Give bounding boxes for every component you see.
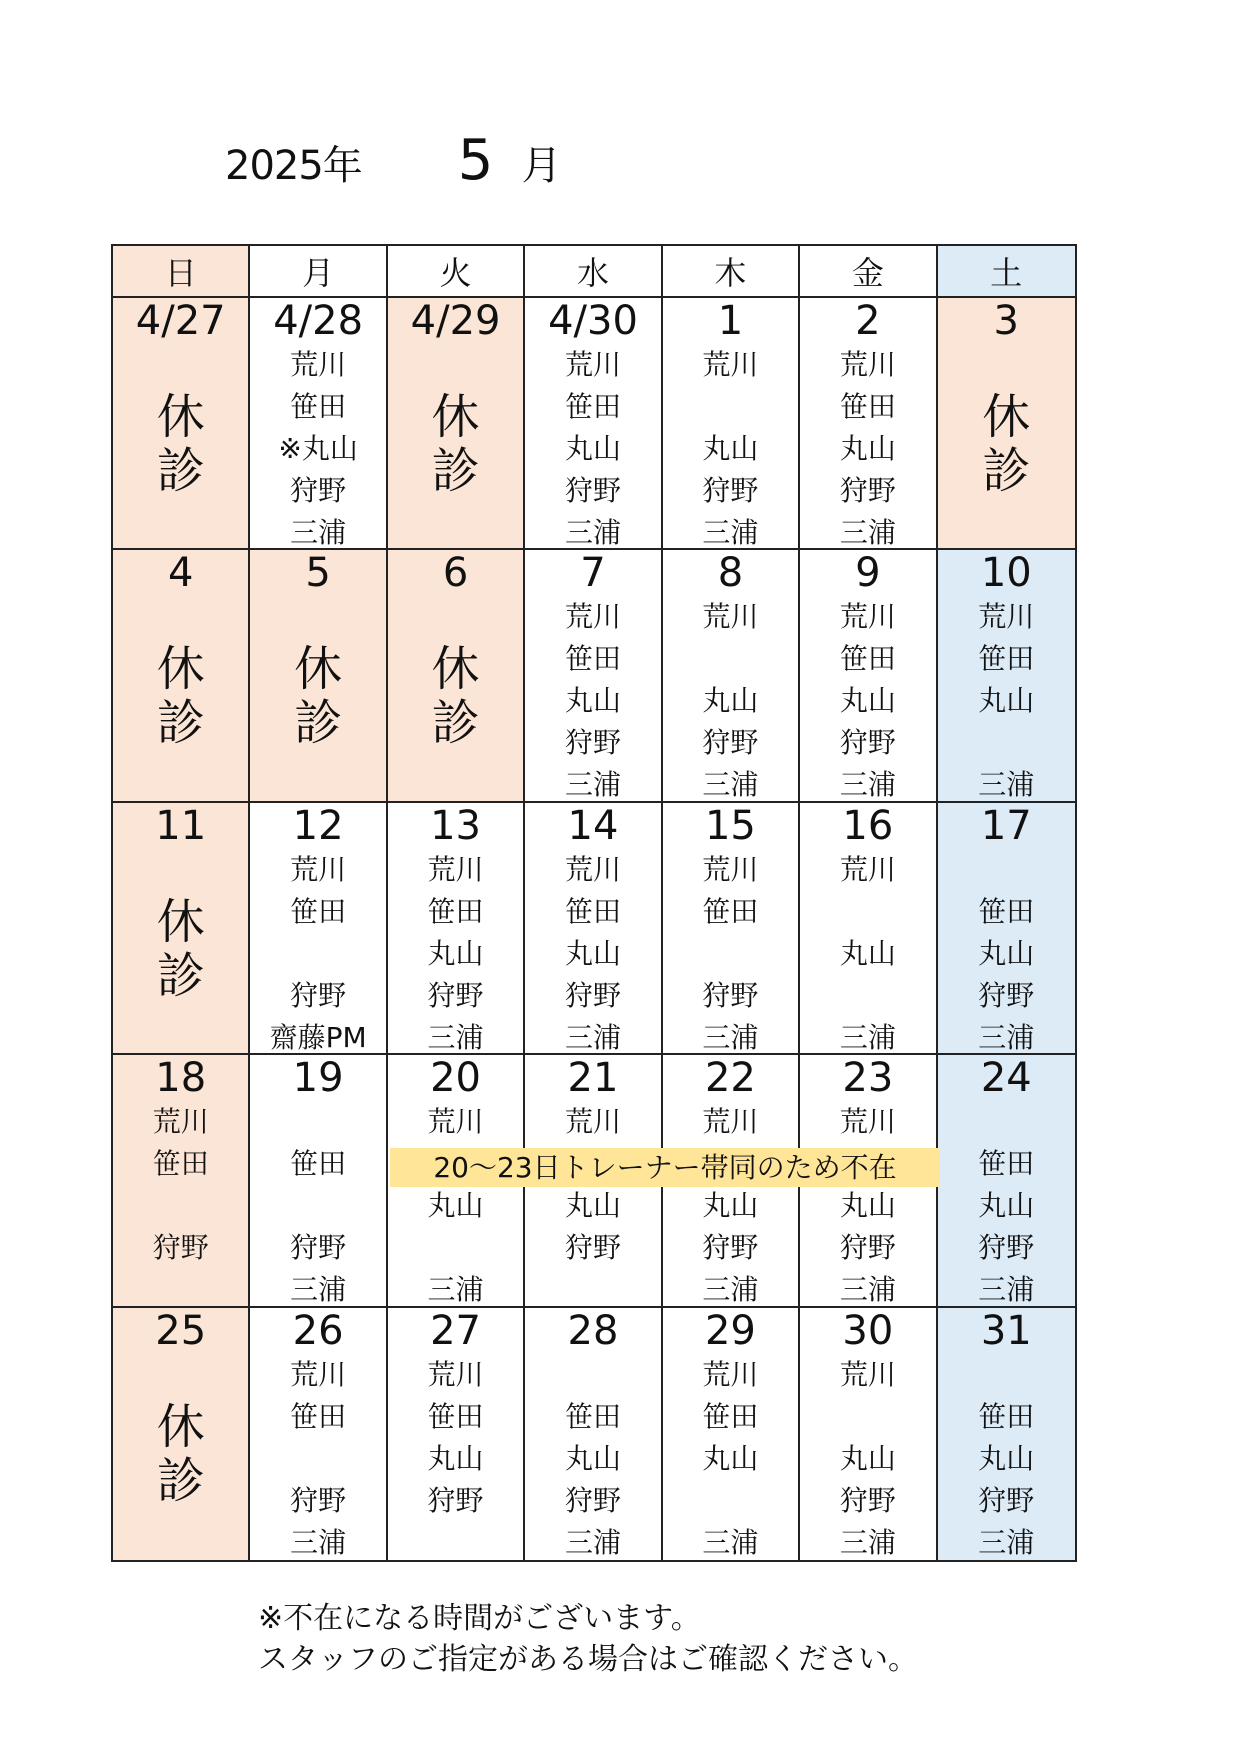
day-cell [938, 803, 1075, 1055]
staff-name: 三浦 [839, 1525, 896, 1559]
day-date: 9 [855, 550, 881, 597]
staff-name: 荒川 [152, 1105, 209, 1139]
day-cell [525, 803, 662, 1055]
staff-name: 狩野 [702, 1231, 759, 1265]
day-date: 18 [155, 1055, 207, 1102]
staff-name: 荒川 [839, 852, 896, 886]
day-date: 20 [430, 1055, 482, 1102]
staff-name: 丸山 [839, 684, 896, 718]
footnote-line-1: ※不在になる時間がございます。 [258, 1601, 701, 1636]
staff-name: 狩野 [290, 474, 347, 507]
day-cell [663, 550, 800, 802]
day-date: 15 [704, 802, 756, 849]
closed-char: 診 [431, 695, 480, 752]
staff-name: 狩野 [839, 1231, 896, 1265]
day-date: 24 [980, 1055, 1032, 1102]
staff-name: 笹田 [978, 1399, 1035, 1433]
closed-char: 休 [431, 389, 480, 445]
weekday-header-tue: 火 [388, 246, 525, 298]
staff-name: 三浦 [564, 1525, 621, 1559]
weekday-header-thu: 木 [663, 246, 800, 298]
staff-name: 狩野 [839, 1483, 896, 1517]
staff-name: 狩野 [564, 1231, 621, 1265]
staff-name: 笹田 [839, 642, 896, 676]
calendar-grid [113, 246, 1075, 1560]
day-cell [113, 1308, 250, 1560]
day-date: 6 [442, 550, 469, 597]
day-date: 4 [167, 550, 194, 597]
closed-char: 診 [156, 443, 205, 499]
staff-name: 狩野 [702, 978, 759, 1012]
staff-name: 狩野 [290, 978, 347, 1012]
day-cell [938, 1055, 1075, 1307]
closed-label [113, 390, 248, 498]
closed-char: 休 [156, 641, 205, 698]
footnote-line-2: スタッフのご指定がある場合はご確認ください。 [258, 1642, 918, 1677]
staff-name: 狩野 [290, 1231, 347, 1265]
staff-name: 狩野 [839, 726, 896, 760]
staff-name: 三浦 [564, 516, 621, 549]
closed-char: 休 [156, 1398, 205, 1455]
title-month-unit: 月 [521, 143, 562, 189]
staff-name: 荒川 [702, 1357, 759, 1391]
closed-char: 休 [156, 893, 205, 950]
staff-name: 丸山 [702, 1189, 759, 1223]
staff-name: 狩野 [152, 1231, 209, 1265]
staff-name: 丸山 [427, 936, 484, 970]
staff-name: 笹田 [564, 390, 621, 423]
weekday-header-mon: 月 [250, 246, 387, 298]
staff-name: 笹田 [978, 1147, 1035, 1181]
staff-name: 丸山 [427, 1189, 484, 1223]
day-cell [250, 1055, 387, 1307]
weekday-header-wed: 水 [525, 246, 662, 298]
day-date: 31 [980, 1307, 1032, 1354]
staff-name: 荒川 [427, 1357, 484, 1391]
staff-name: 齋藤PM [269, 1020, 367, 1054]
day-date: 10 [980, 550, 1032, 597]
staff-name: 狩野 [702, 474, 759, 507]
day-cell [388, 298, 525, 550]
day-date: 2 [855, 298, 881, 344]
day-date: 3 [993, 298, 1019, 344]
day-cell [800, 550, 937, 802]
closed-char: 休 [431, 641, 480, 698]
day-date: 12 [292, 802, 344, 849]
staff-name: 荒川 [702, 348, 759, 381]
staff-name: 笹田 [564, 1399, 621, 1433]
day-date: 4/28 [273, 298, 364, 344]
staff-name: 荒川 [290, 1357, 347, 1391]
staff-name: 狩野 [978, 978, 1035, 1012]
staff-name: 三浦 [702, 1020, 759, 1054]
staff-name: 笹田 [290, 894, 347, 928]
day-date: 4/30 [548, 298, 638, 344]
day-cell [113, 803, 250, 1055]
closed-char: 休 [156, 389, 205, 445]
staff-name: 丸山 [702, 432, 759, 465]
day-cell [800, 1308, 937, 1560]
staff-name: 三浦 [839, 768, 896, 802]
day-cell [250, 1308, 387, 1560]
closed-label [113, 1400, 248, 1508]
day-cell [938, 550, 1075, 802]
title-month-number: 5 [457, 128, 494, 193]
staff-name: 丸山 [564, 684, 621, 718]
staff-name: 狩野 [564, 474, 621, 507]
staff-name: 三浦 [702, 1273, 759, 1307]
staff-name: 丸山 [427, 1441, 484, 1475]
staff-name: 荒川 [702, 600, 759, 634]
weekday-header-sun: 日 [113, 246, 250, 298]
day-date: 22 [704, 1055, 756, 1102]
day-cell [938, 1308, 1075, 1560]
staff-name: 狩野 [978, 1483, 1035, 1517]
staff-name: 丸山 [564, 432, 621, 465]
day-date: 5 [305, 550, 331, 597]
staff-name: 三浦 [978, 1020, 1035, 1054]
day-date: 26 [292, 1307, 344, 1354]
day-cell [388, 1308, 525, 1560]
staff-name: 丸山 [702, 684, 759, 718]
day-date: 13 [430, 802, 482, 849]
staff-name: 三浦 [564, 768, 621, 802]
staff-name: 荒川 [978, 600, 1035, 634]
weekday-header-fri: 金 [800, 246, 937, 298]
day-cell [525, 298, 662, 550]
staff-name: 丸山 [978, 1441, 1035, 1475]
staff-name: 三浦 [427, 1273, 484, 1307]
page-title [225, 128, 561, 208]
staff-name: 三浦 [702, 768, 759, 802]
staff-name: 笹田 [978, 642, 1035, 676]
staff-name: 荒川 [564, 600, 621, 634]
staff-name: 荒川 [702, 1105, 759, 1139]
staff-name: 荒川 [839, 600, 896, 634]
day-cell [800, 298, 937, 550]
staff-name: 三浦 [978, 1525, 1035, 1559]
staff-name: 荒川 [564, 852, 621, 886]
day-cell [113, 1055, 250, 1307]
closed-label [113, 895, 248, 1003]
staff-name: 笹田 [152, 1147, 209, 1181]
staff-name: 狩野 [564, 1483, 621, 1517]
day-cell [525, 1308, 662, 1560]
day-date: 16 [842, 802, 894, 849]
day-cell [938, 298, 1075, 550]
calendar-table [111, 244, 1077, 1562]
staff-name: 丸山 [978, 936, 1035, 970]
staff-name: 丸山 [564, 1441, 621, 1475]
staff-name: 笹田 [839, 390, 896, 423]
day-cell [525, 550, 662, 802]
staff-name: ※丸山 [278, 432, 358, 465]
day-cell [250, 803, 387, 1055]
staff-name: 荒川 [839, 1357, 896, 1391]
closed-char: 診 [294, 695, 343, 752]
staff-name: 笹田 [978, 894, 1035, 928]
staff-name: 丸山 [978, 1189, 1035, 1223]
staff-name: 荒川 [290, 348, 347, 381]
footnote [258, 1598, 918, 1680]
staff-name: 三浦 [290, 516, 347, 549]
staff-name: 狩野 [839, 474, 896, 507]
staff-name: 笹田 [564, 642, 621, 676]
closed-label [250, 642, 385, 750]
closed-label [938, 390, 1075, 498]
day-date: 30 [842, 1307, 894, 1354]
day-date: 4/27 [135, 298, 226, 344]
staff-name: 三浦 [839, 516, 896, 549]
staff-name: 丸山 [702, 1441, 759, 1475]
day-cell [663, 803, 800, 1055]
staff-name: 狩野 [427, 1483, 484, 1517]
staff-name: 三浦 [702, 516, 759, 549]
closed-char: 診 [431, 443, 480, 499]
day-cell [250, 298, 387, 550]
staff-name: 狩野 [564, 726, 621, 760]
staff-name: 三浦 [427, 1020, 484, 1054]
day-date: 19 [292, 1055, 344, 1102]
staff-name: 笹田 [290, 1399, 347, 1433]
staff-name: 荒川 [564, 1105, 621, 1139]
closed-char: 診 [156, 695, 205, 752]
weekday-header-sat: 土 [938, 246, 1075, 298]
staff-name: 笹田 [702, 1399, 759, 1433]
title-year: 2025年 [225, 143, 362, 189]
day-date: 7 [580, 550, 606, 597]
closed-label [388, 642, 523, 750]
staff-name: 笹田 [702, 894, 759, 928]
day-cell [113, 550, 250, 802]
staff-name: 狩野 [702, 726, 759, 760]
closed-label [388, 390, 523, 498]
staff-name: 狩野 [978, 1231, 1035, 1265]
closed-label [113, 642, 248, 750]
day-date: 8 [717, 550, 744, 597]
closed-char: 診 [982, 443, 1031, 499]
day-date: 14 [567, 802, 619, 849]
day-date: 23 [842, 1055, 894, 1102]
staff-name: 笹田 [564, 894, 621, 928]
staff-name: 荒川 [564, 348, 621, 381]
staff-name: 三浦 [978, 768, 1035, 802]
day-cell [800, 803, 937, 1055]
day-date: 29 [704, 1307, 756, 1354]
staff-name: 荒川 [839, 1105, 896, 1139]
staff-name: 笹田 [427, 894, 484, 928]
staff-name: 三浦 [564, 1020, 621, 1054]
day-date: 21 [567, 1055, 619, 1102]
staff-name: 狩野 [564, 978, 621, 1012]
staff-name: 荒川 [290, 852, 347, 886]
staff-name: 丸山 [978, 684, 1035, 718]
day-cell [388, 550, 525, 802]
day-date: 25 [155, 1307, 207, 1354]
closed-char: 診 [156, 947, 205, 1004]
closed-char: 休 [982, 389, 1031, 445]
staff-name: 荒川 [702, 852, 759, 886]
day-date: 17 [980, 802, 1032, 849]
staff-name: 三浦 [839, 1020, 896, 1054]
staff-name: 丸山 [564, 1189, 621, 1223]
staff-name: 狩野 [427, 978, 484, 1012]
staff-name: 丸山 [839, 1189, 896, 1223]
staff-name: 三浦 [702, 1525, 759, 1559]
staff-name: 三浦 [290, 1273, 347, 1307]
staff-name: 狩野 [290, 1483, 347, 1517]
staff-name: 三浦 [290, 1525, 347, 1559]
staff-name: 丸山 [839, 1441, 896, 1475]
staff-name: 笹田 [290, 1147, 347, 1181]
staff-name: 丸山 [839, 936, 896, 970]
staff-name: 丸山 [839, 432, 896, 465]
day-date: 11 [155, 802, 207, 849]
staff-name: 笹田 [427, 1399, 484, 1433]
day-date: 27 [430, 1307, 482, 1354]
staff-name: 三浦 [978, 1273, 1035, 1307]
staff-name: 荒川 [427, 1105, 484, 1139]
staff-name: 笹田 [290, 390, 347, 423]
day-cell [250, 550, 387, 802]
staff-name: 三浦 [839, 1273, 896, 1307]
staff-name: 荒川 [839, 348, 896, 381]
day-cell [663, 1308, 800, 1560]
staff-name: 荒川 [427, 852, 484, 886]
absence-notice-banner: 20〜23日トレーナー帯同のため不在 [390, 1148, 940, 1187]
day-cell [388, 803, 525, 1055]
day-cell [113, 298, 250, 550]
staff-name: 丸山 [564, 936, 621, 970]
day-date: 1 [717, 298, 744, 344]
day-cell [663, 298, 800, 550]
closed-char: 休 [294, 641, 343, 698]
day-date: 4/29 [410, 298, 501, 344]
closed-char: 診 [156, 1452, 205, 1509]
day-date: 28 [567, 1307, 619, 1354]
